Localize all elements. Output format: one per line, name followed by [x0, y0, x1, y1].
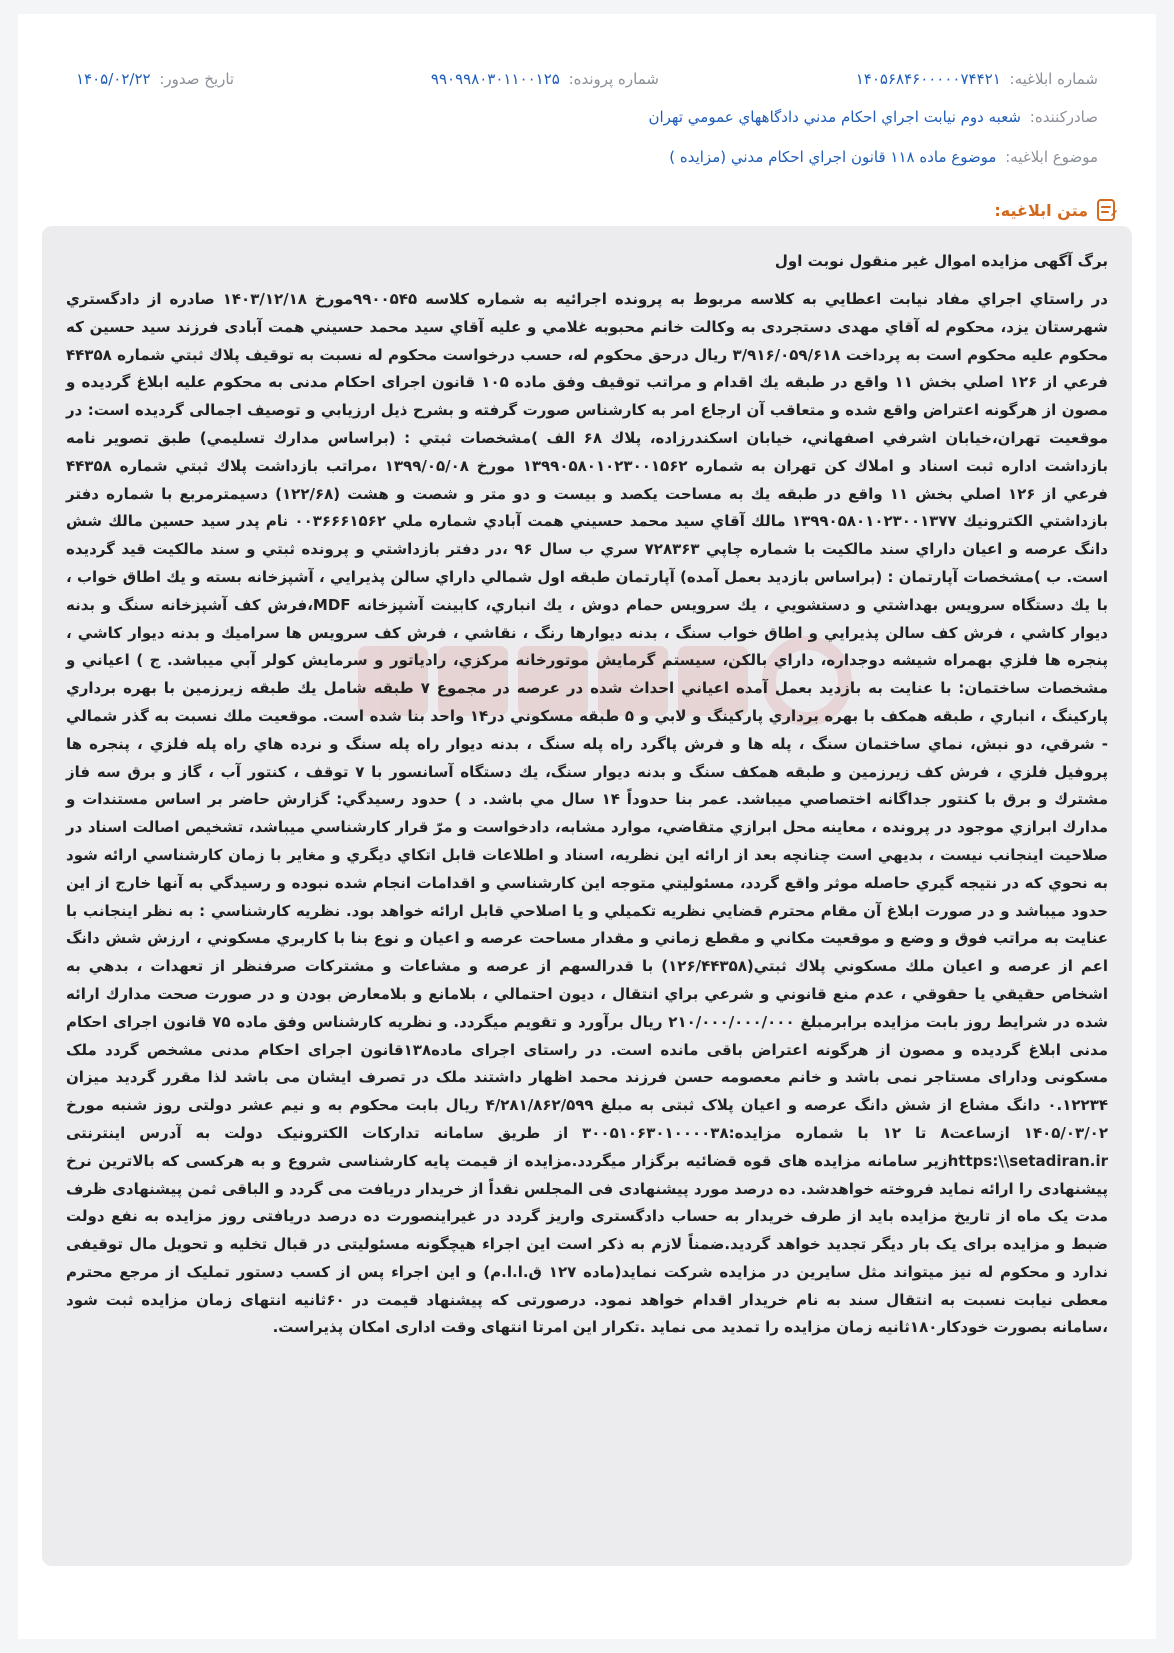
- subject-value: موضوع ماده ۱۱۸ قانون اجراي احكام مدني (مزايده ): [669, 148, 997, 166]
- issue-date: [76, 70, 234, 88]
- issuer-value: شعبه دوم نيابت اجراي احكام مدني دادگاههاي عمومي تهران: [648, 108, 1021, 126]
- case-number-label: شماره پرونده:: [568, 70, 659, 88]
- notice-body-panel: [42, 226, 1132, 1566]
- issue-date-value: ۱۴۰۵/۰۲/۲۲: [76, 70, 151, 88]
- notice-number: [856, 70, 1098, 88]
- case-number: [431, 70, 659, 88]
- issue-date-label: تاریخ صدور:: [159, 70, 235, 88]
- issuer-label: صادرکننده:: [1029, 108, 1098, 126]
- notice-body-text: در راستاي اجراي مفاد نيابت اعطايي به كلاسه مربوط به پرونده اجرائيه به شماره كلاسه ۹۹۰۰۵۴۵مورخ ۱۴۰۳/۱۲/۱۸ صادره از دادگستري شهرستان يزد، محکوم له آقاي مهدی دستجردی به وکالت خانم محبوبه غلامي و عليه آقاي سيد محمد حسيني همت آبادی فرزند سيد حسين كه محکوم عليه محکوم است به پرداخت ۳/۹۱۶/۰۵۹/۶۱۸ ريال درحق محکوم له، حسب درخواست محكوم له نسبت به توقيف پلاك ثبتي شماره ۴۴۳۵۸ فرعي از ۱۲۶ اصلي بخش ۱۱ واقع در طبقه يك اقدام و مراتب توقيف وفق ماده ۱۰۵ قانون اجرای احکام مدنی به محکوم عليه ابلاغ گرديده و مصون از هرگونه اعتراض واقع شده و متعاقب آن ارجاع امر به كارشناس صورت گرفته و بشرح ذيل ارزيابي و توصيف اجمالی گرديده است: در موقعيت تهران،خيابان اشرفي اصفهاني، خيابان اسكندرزاده، پلاك ۶۸ الف )مشخصات ثبتي : (براساس مدارك تسليمي) طبق تصوير نامه بازداشت اداره ثبت اسناد و املاك كن تهران به شماره ۱۳۹۹۰۵۸۰۱۰۲۳۰۰۱۵۶۲ مورخ ۱۳۹۹/۰۵/۰۸ ،مراتب بازداشت پلاك ثبتي شماره ۴۴۳۵۸ فرعي از ۱۲۶ اصلي بخش ۱۱ واقع در طبقه يك به مساحت يكصد و بيست و دو متر و شصت و هشت (۱۲۲/۶۸) دسيمترمربع با شماره دفتر بازداشتي الكترونيك ۱۳۹۹۰۵۸۰۱۰۲۳۰۰۱۳۷۷ مالك آقاي سيد محمد حسيني همت آبادي شماره ملي ۰۰۳۶۶۶۱۵۶۲ نام پدر سيد حسين مالك شش دانگ عرصه و اعيان داراي سند مالكيت با شماره چاپي ۷۲۸۳۶۳ سري ب سال ۹۶ ،در دفتر بازداشتي و پرونده ثبتي و سند مالكيت قيد گرديده است. ب )مشخصات آپارتمان : (براساس بازديد بعمل آمده) آپارتمان طبقه اول شمالي داراي سالن پذيرايي ، آشپزخانه بسته و يك اطاق خواب ، با يك دستگاه سرويس بهداشتي و دستشويي ، يك سرويس حمام دوش ، يك انباري، كابينت آشپزخانه MDF،فرش كف آشپزخانه سنگ و بدنه ديوار كاشي ، فرش كف سالن پذيرايي و اطاق خواب سنگ ، بدنه ديوارها رنگ ، نقاشي ، فرش كف سرويس ها سراميك و بدنه ديوار كاشي ، پنجره ها فلزي بهمراه شيشه دوجداره، داراي بالكن، سيستم گرمايش موتورخانه مركزي، رادياتور و سرمايش كولر آبي ميباشد. ج ) اعياني و مشخصات ساختمان: با عنايت به بازديد بعمل آمده اعياني احداث شده در عرصه در مجموع ۷ طبقه شامل يك طبقه زيرزمين با بهره برداري پاركينگ ، انباري ، طبقه همكف با بهره برداري پاركينگ و لابي و ۵ طبقه مسكوني در۱۴ واحد بنا شده است. موقعيت ملك نسبت به گذر شمالي - شرقي، دو نبش، نماي ساختمان سنگ ، پله ها و فرش پاگرد راه پله سنگ ، بدنه ديوار راه پله سنگ و نرده هاي راه پله فلزي ، پنجره ها پروفيل فلزي ، فرش كف زيرزمين و طبقه همكف سنگ و بدنه ديوار سنگ، يك دستگاه آسانسور با ۷ توقف ، كنتور آب ، گاز و برق سه فاز مشترك و برق با كنتور جداگانه اختصاصي ميباشد. عمر بنا حدوداً ۱۴ سال مي باشد. د ) حدود رسيدگي: گزارش حاضر بر اساس مستندات و مدارك ابرازي موجود در پرونده ، معاينه محل ابرازي متقاضي، موارد مشابه، دادخواست و مرّ قرار كارشناسي ميباشد، تشخيص اصالت اسناد در صلاحيت اينجانب نيست ، بديهي است چنانچه بعد از ارائه اين نظريه، اسناد و اطلاعات قابل اتكاي ديگري و مغاير با زمان كارشناسي ارائه شود به نحوي كه در نتيجه گيري حاصله موثر واقع گردد، مسئوليتي متوجه اين كارشناسي و اقدامات انجام شده نبوده و رسيدگي به آنها خارج از اين حدود ميباشد و در صورت ابلاغ آن مقام محترم قضايي نظريه تكميلي و يا اصلاحي قابل ارائه خواهد بود. نظريه كارشناسي : به نظر اينجانب با عنايت به مراتب فوق و وضع و موقعيت مكاني و مقطع زماني و مقدار مساحت عرصه و اعيان و نوع بنا با كاربري مسكوني ، ارزش شش دانگ اعم از عرصه و اعيان ملك مسكوني پلاك ثبتي(۱۲۶/۴۴۳۵۸) با قدرالسهم از عرصه و مشاعات و مشتركات صرفنظر از تعهدات ، بدهي به اشخاص حقيقي يا حقوقي ، عدم منع قانوني و شرعي براي انتقال ، ديون احتمالي ، بلامانع و بلامعارض بودن و در صورت صحت مدارك ارائه شده در شرايط روز بابت مزايده برابرمبلغ ۲۱۰/۰۰۰/۰۰۰/۰۰۰ ريال برآورد و تقويم ميگردد. و نظریه کارشناس وفق ماده ۷۵ قانون اجرای احکام مدنی ابلاغ گردیده و مصون از هرگونه اعتراض باقی مانده است. در راستای اجرای ماده۱۳۸قانون اجرای احکام مدنی مشخص گردد ملک مسکونی ودارای مستاجر نمی باشد و خانم معصومه حسن فرزند محمد اظهار داشتند ملک در تصرف ایشان می باشد لذا مقرر گردید میزان ۰.۱۲۲۳۴ دانگ مشاع از شش دانگ عرصه و اعیان پلاک ثبتی به مبلغ ۴/۲۸۱/۸۶۲/۵۹۹ ریال بابت محکوم به و نیم عشر دولتی روز شنبه مورخ ۱۴۰۵/۰۳/۰۲ ازساعت۸ تا ۱۲ با شماره مزایده:۳۰۰۵۱۰۶۳۰۱۰۰۰۰۳۸ از طریق سامانه تدارکات الکترونیک دولت به آدرس اینترنتی https:\\setadiran.irزیر سامانه مزایده های قوه قضائیه برگزار میگردد.مزایده از قیمت پایه کارشناسی شروع و به هرکسی که بالاترین نرخ پیشنهادی را ارائه نماید فروخته خواهدشد. ده درصد مورد پیشنهادی فی المجلس نقداً از خریدار دریافت می گردد و الباقی ثمن پیشنهادی ظرف مدت یک ماه از تاریخ مزایده باید از طرف خریدار به حساب دادگستری واریز گردد در غیراینصورت ده درصد دریافتی روز مزایده به نفع دولت ضبط و مزایده برای یک بار دیگر تجدید خواهد گردید.ضمناً لازم به ذکر است این اجراء هیچگونه مسئولیتی در قبال تخلیه و تحویل مال توقیفی ندارد و محکوم له نیز میتواند مثل سایرین در مزایده شرکت نماید(ماده ۱۲۷ ق.ا.ا.م) و این اجراء پس از کسب دستور تملیک از مرجع محترم معطی نیابت نسبت به انتقال سند به نام خریدار اقدام خواهد نمود. درصورتی که پیشنهاد قیمت در ۶۰ثانیه انتهای زمان مزایده ثبت شود ،سامانه بصورت خودکار۱۸۰ثانیه زمان مزایده را تمدید می نماید .تکرار این امرتا انتهای وقت اداری امکان پذیراست.: [66, 290, 1109, 1337]
- section-title-text: متن ابلاغیه:: [994, 200, 1088, 220]
- case-number-value: ۹۹۰۹۹۸۰۳۰۱۱۰۰۱۲۵: [430, 70, 560, 88]
- notice-heading: برگ آگهی مزایده اموال غیر منقول نوبت اول: [774, 252, 1108, 270]
- subject-label: موضوع ابلاغیه:: [1005, 148, 1098, 166]
- document-text-icon: [1096, 198, 1118, 222]
- notice-number-value: ۱۴۰۵۶۸۴۶۰۰۰۰۰۷۴۴۲۱: [855, 70, 1001, 88]
- issuer-line: [76, 108, 1098, 126]
- meta-row: [76, 70, 1098, 88]
- notice-number-label: شماره ابلاغیه:: [1009, 70, 1098, 88]
- section-title: [994, 198, 1118, 222]
- subject-line: [76, 148, 1098, 166]
